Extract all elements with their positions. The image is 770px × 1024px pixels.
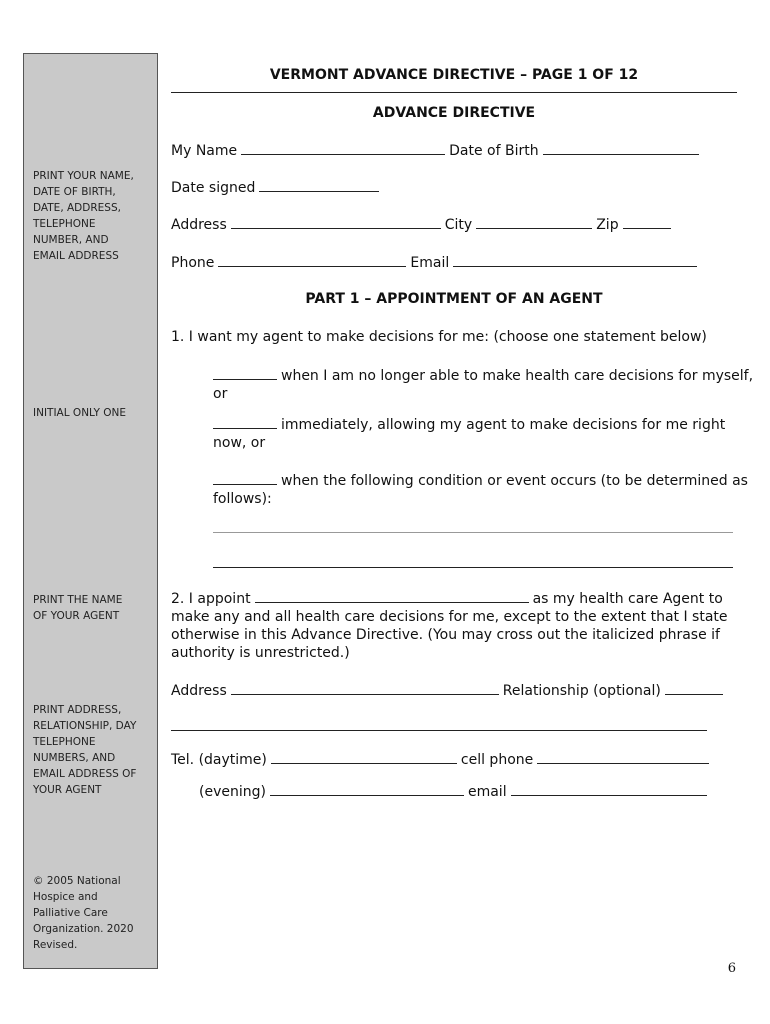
my-name-label: My Name — [171, 143, 238, 159]
question-2-line-3: otherwise in this Advance Directive. (You may cross out the italicized phrase if — [171, 627, 720, 643]
date-of-birth-label: Date of Birth — [449, 143, 539, 159]
evening-label: (evening) — [199, 784, 266, 800]
section-title: ADVANCE DIRECTIVE — [372, 105, 536, 121]
relationship-label: Relationship (optional) — [502, 683, 661, 699]
option-b-text: immediately, allowing my agent to make decisions for me right — [281, 417, 726, 433]
email-field[interactable] — [453, 254, 697, 267]
address-label: Address — [171, 217, 227, 233]
sidebar-note-agent-name: PRINT THE NAME OF YOUR AGENT — [33, 594, 123, 622]
phone-label: Phone — [171, 255, 215, 271]
question-1: 1. I want my agent to make decisions for me: (choose one statement below) — [171, 329, 707, 345]
address-row — [171, 216, 675, 234]
date-signed-label: Date signed — [171, 180, 256, 196]
tel-evening-field[interactable] — [270, 783, 464, 796]
option-c-initial-field[interactable] — [213, 472, 277, 485]
email-label: Email — [410, 255, 450, 271]
address-field[interactable] — [231, 216, 441, 229]
date-of-birth-field[interactable] — [543, 142, 699, 155]
city-field[interactable] — [476, 216, 592, 229]
date-signed-row — [171, 179, 383, 197]
agent-address-line-2[interactable] — [171, 730, 707, 731]
my-name-field[interactable] — [241, 142, 445, 155]
agent-address-row — [171, 682, 727, 700]
option-b-initial-field[interactable] — [213, 416, 277, 429]
zip-label: Zip — [596, 217, 619, 233]
option-a — [213, 367, 753, 385]
sidebar-note-contact: PRINT YOUR NAME, DATE OF BIRTH, DATE, ADDRESS, TELEPHONE NUMBER, AND EMAIL ADDRESS — [33, 170, 134, 262]
copyright-notice: © 2005 National Hospice and Palliative Care Organization. 2020 Revised. — [33, 875, 134, 951]
option-a-initial-field[interactable] — [213, 367, 277, 380]
sidebar-note-initial: INITIAL ONLY ONE — [33, 407, 127, 419]
agent-name-field[interactable] — [255, 590, 529, 603]
evening-row — [199, 783, 711, 801]
tel-daytime-row — [171, 751, 713, 769]
date-signed-field[interactable] — [259, 179, 379, 192]
agent-address-field[interactable] — [231, 682, 499, 695]
page-number: 6 — [727, 961, 736, 976]
part1-title: PART 1 – APPOINTMENT OF AN AGENT — [305, 291, 603, 307]
page-title: VERMONT ADVANCE DIRECTIVE – PAGE 1 OF 12 — [269, 67, 639, 83]
option-b — [213, 416, 725, 434]
tel-daytime-label: Tel. (daytime) — [171, 752, 267, 768]
tel-daytime-field[interactable] — [271, 751, 457, 764]
sidebar-note-agent-info: PRINT ADDRESS, RELATIONSHIP, DAY TELEPHONE NUMBERS, AND EMAIL ADDRESS OF YOUR AGENT — [33, 704, 137, 796]
agent-email-field[interactable] — [511, 783, 707, 796]
header-divider — [171, 92, 737, 93]
option-c-continued: follows): — [213, 491, 272, 507]
cell-phone-label: cell phone — [460, 752, 534, 768]
question-2-line-2: make any and all health care decisions for me, except to the extent that I state — [171, 609, 728, 625]
zip-field[interactable] — [623, 216, 671, 229]
option-a-text: when I am no longer able to make health care decisions for myself, — [281, 368, 754, 384]
city-label: City — [444, 217, 473, 233]
cell-phone-field[interactable] — [537, 751, 709, 764]
condition-line-2[interactable] — [213, 567, 733, 568]
phone-field[interactable] — [218, 254, 406, 267]
relationship-field[interactable] — [665, 682, 723, 695]
agent-address-label: Address — [171, 683, 227, 699]
question-2-line-1 — [171, 590, 723, 608]
appoint-suffix: as my health care Agent to — [532, 591, 723, 607]
appoint-label: 2. I appoint — [171, 591, 251, 607]
option-c — [213, 472, 748, 490]
option-b-continued: now, or — [213, 435, 266, 451]
phone-row — [171, 254, 701, 272]
condition-line-1[interactable] — [213, 532, 733, 533]
question-2-line-4: authority is unrestricted.) — [171, 645, 350, 661]
agent-email-label: email — [467, 784, 507, 800]
my-name-row — [171, 142, 703, 160]
option-a-continued: or — [213, 386, 228, 402]
option-c-text: when the following condition or event occurs (to be determined as — [281, 473, 748, 489]
